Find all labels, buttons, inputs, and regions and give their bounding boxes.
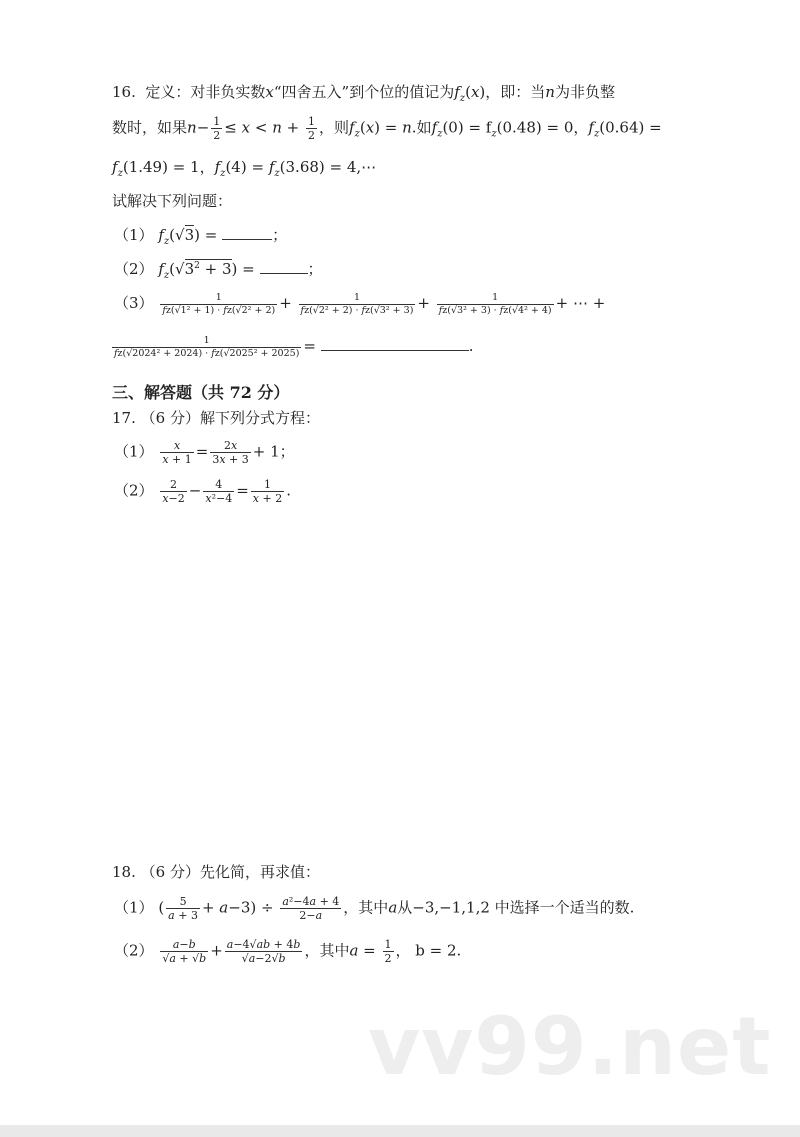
q17-part2: （2） $\frac{2}{x-2}$ − $\frac{4}{\text{x²−4}}$ = $\frac{1}{x + 2}$ .: [114, 478, 291, 505]
q16-part3-label: （3）: [114, 294, 154, 312]
q17-instruction: 解下列分式方程：: [199, 409, 320, 427]
q16-part1-answer-blank[interactable]: [222, 227, 272, 240]
q16-line2: 数时，如果n− $\frac{1}{2}$ ≤ x < n + $\frac{1}{2}$ ，则$f_z(x) = n$.如$f_z(0) = f_z(0.48) = 0$，$f_z(0.64)$ =: [112, 115, 662, 142]
q17-part1: （1） $\frac{x}{x + 1}$ = $\frac{2x}{3x + 3}$ + 1；: [114, 439, 295, 466]
q16-part3: （3） $\frac{1}{\text{fz(√1² + 1) · fz(√2² + 2)}}$ + $\frac{1}{\text{fz(√2² + 2) · fz(√3² + 3)}}$ + $\frac{1}{\text{fz(√3² + 3) · fz(√4² + 4)}}$ + ⋯ +: [114, 292, 606, 316]
q18-number: 18.: [112, 863, 136, 881]
q16-line3-a: (1.49) = 1，: [122, 158, 215, 176]
q17-part2-label: （2）: [114, 481, 154, 500]
q17-points: （6 分）: [140, 409, 200, 427]
q16-example1-tail: (0.48) = 0，: [496, 118, 589, 137]
q18-part2-tail: ，其中: [304, 941, 350, 960]
q16-part2: （2） $f_z(√3^2 + 3)$ = ；: [114, 260, 323, 281]
x-var: x: [265, 83, 274, 101]
q17-part1-label: （1）: [114, 442, 154, 461]
q16-part2-label: （2）: [114, 260, 154, 278]
q16-line2-a: 数时，如果: [112, 118, 188, 137]
watermark: vv99.net: [368, 1000, 772, 1093]
q16-line1: 16. 定义：对非负实数x“四舍五入”到个位的值记为$f_z(x)$，即：当n为非负整: [112, 83, 615, 104]
q17-number: 17.: [112, 409, 136, 427]
q18-part2: （2） $\frac{a-b}{√a + √b}$ + $\frac{a-4√ab + 4b}{√a-2√b}$ ，其中a = $\frac{1}{2}$ ， b = 2.: [114, 938, 462, 965]
q16-try-solve: 试解决下列问题：: [112, 192, 233, 210]
q16-period: .: [468, 337, 474, 355]
q16-text-c: ，即：当: [485, 83, 546, 101]
q16-example1: (0) = f: [442, 118, 492, 137]
n-var: n: [545, 83, 555, 101]
q16-line3-c: (3.68) = 4,⋯: [279, 158, 377, 176]
page-bottom-edge: [0, 1125, 800, 1137]
q16-text-a: 定义：对非负实数: [145, 83, 266, 101]
q16-text-b: “四舍五入”到个位的值记为: [273, 83, 455, 101]
q18-part1-tail: ，其中: [343, 898, 389, 917]
q16-part3-line2: $\frac{1}{\text{fz(√2024² + 2024) · fz(√2025² + 2025)}}$ = .: [114, 335, 474, 359]
q16-line3-b: (4) =: [225, 158, 269, 176]
q16-line2-b: ，则: [318, 118, 349, 137]
q16-text-d: 为非负整: [554, 83, 615, 101]
q16-semicolon-1: ；: [272, 226, 288, 244]
q16-semicolon-2: ；: [307, 260, 323, 278]
q16-line2-c: 如: [416, 118, 432, 137]
q16-part1-label: （1）: [114, 226, 154, 244]
q17-header: [112, 411, 320, 426]
q18-part1-tail2: 从−3,−1,1,2 中选择一个适当的数.: [397, 898, 635, 917]
q16-number: 16.: [112, 83, 136, 101]
q18-part2-label: （2）: [114, 941, 154, 960]
q16-part2-answer-blank[interactable]: [260, 261, 308, 274]
q18-header: [112, 865, 320, 880]
q18-part1: （1） ( $\frac{5}{a + 3}$ + a−3) ÷ $\frac{\text{a²−4a + 4}}{2-a}$ ，其中a从−3,−1,1,2 中选择一个适当的数.: [114, 895, 635, 922]
q18-points: （6 分）: [140, 863, 200, 881]
q16-line3: $f_z(1.49) = 1$，$f_z(4) = f_z(3.68)$ = 4,⋯: [112, 158, 377, 179]
q18-part1-label: （1）: [114, 898, 154, 917]
q16-example2: (0.64) =: [599, 118, 662, 137]
q16-part3-answer-blank[interactable]: [321, 338, 469, 351]
q18-part2-values: ， b = 2.: [395, 941, 462, 960]
section3-title: 三、解答题（共 72 分）: [112, 383, 290, 402]
q18-instruction: 先化简，再求值：: [199, 863, 320, 881]
q16-part1: （1） $f_z(√3)$ = ；: [114, 226, 288, 247]
